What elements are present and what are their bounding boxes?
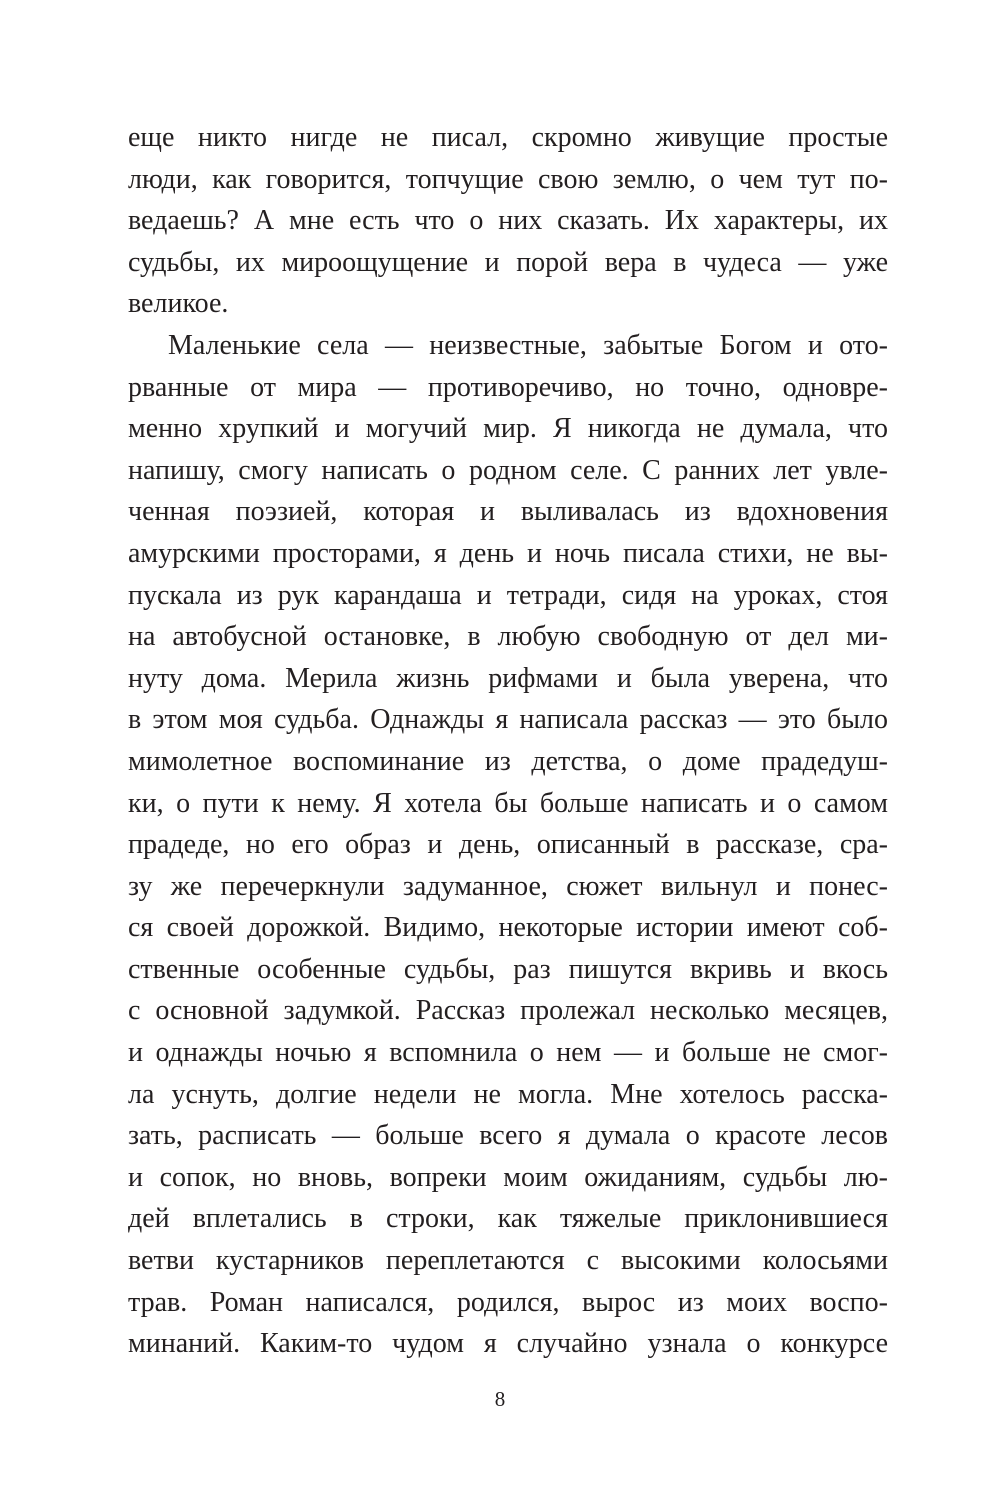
text-line: ки, о пути к нему. Я хотела бы больше написать и о самом [128,787,888,819]
text-line: нуту дома. Мерила жизнь рифмами и была уверена, что [128,662,888,694]
text-line: ся своей дорожкой. Видимо, некоторые истории имеют соб- [128,912,888,944]
page-number: 8 [494,1387,506,1411]
text-line: рванные от мира — противоречиво, но точно, одновре- [128,371,888,403]
text-line: напишу, смогу написать о родном селе. С ранних лет увле- [128,454,888,486]
text-line: ведаешь? А мне есть что о них сказать. Их характеры, их [128,205,888,237]
text-line: ветви кустарников переплетаются с высокими колосьями [128,1245,888,1277]
text-line: менно хрупкий и могучий мир. Я никогда не думала, что [128,413,888,445]
text-line: великое. [128,288,229,320]
text-line: минаний. Каким-то чудом я случайно узнала о конкурсе [128,1328,888,1360]
text-line: люди, как говорится, топчущие свою землю, о чем тут по- [128,163,888,195]
text-line: еще никто нигде не писал, скромно живущие простые [128,122,888,153]
text-line: дей вплетались в строки, как тяжелые приклонившиеся [128,1203,888,1235]
text-line: и сопок, но вновь, вопреки моим ожиданиям, судьбы лю- [128,1161,888,1193]
paragraph-1 [128,117,888,325]
text-line: Маленькие села — неизвестные, забытые Богом и ото- [168,329,888,361]
text-line: ченная поэзией, которая и выливалась из вдохновения [128,496,888,528]
text-line: ственные особенные судьбы, раз пишутся вкривь и вкось [128,953,888,985]
text-line: мимолетное воспоминание из детства, о доме прадедуш- [128,745,888,777]
text-line: судьбы, их мироощущение и порой вера в чудеса — уже [128,246,888,278]
body-text [128,117,888,1365]
text-line: на автобусной остановке, в любую свободную от дел ми- [128,621,888,653]
text-line: с основной задумкой. Рассказ пролежал несколько месяцев, [128,995,888,1027]
text-line: пускала из рук карандаша и тетради, сидя на уроках, стоя [128,579,888,611]
text-line: трав. Роман написался, родился, вырос из моих воспо- [128,1286,888,1318]
text-line: зать, расписать — больше всего я думала о красоте лесов [128,1120,888,1152]
text-line: ла уснуть, долгие недели не могла. Мне хотелось расска- [128,1078,888,1110]
text-line: амурскими просторами, я день и ночь писала стихи, не вы- [128,537,888,569]
text-line: прадеде, но его образ и день, описанный в рассказе, сра- [128,829,888,861]
text-line: и однажды ночью я вспомнила о нем — и больше не смог- [128,1037,888,1069]
text-line: зу же перечеркнули задуманное, сюжет вильнул и понес- [128,870,888,902]
text-line: в этом моя судьба. Однажды я написала рассказ — это было [128,704,888,736]
paragraph-2 [128,325,888,1365]
